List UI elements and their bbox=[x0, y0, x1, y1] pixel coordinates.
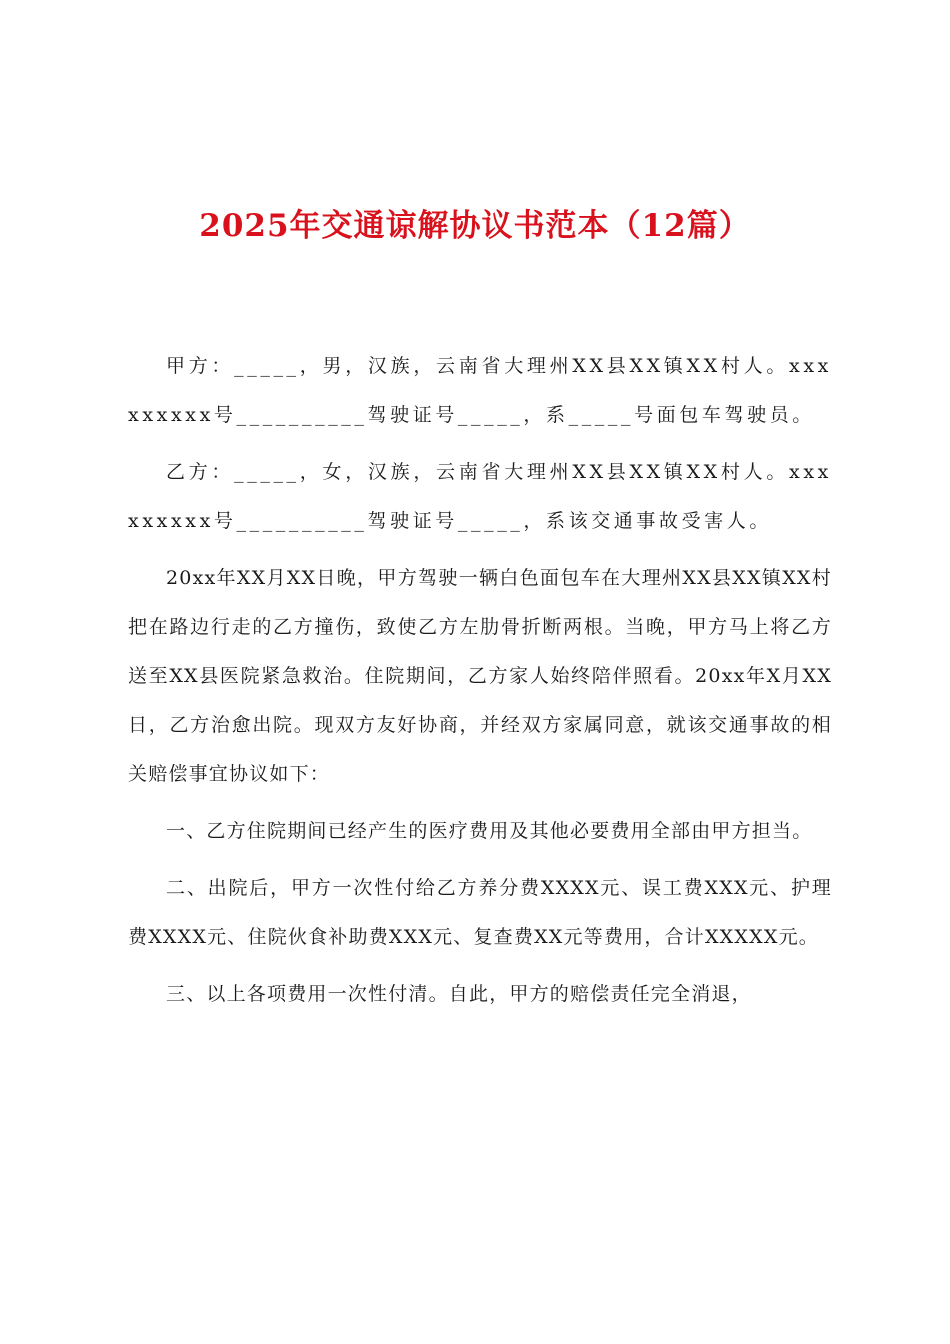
paragraph-clause-2: 二、出院后，甲方一次性付给乙方养分费XXXX元、误工费XXX元、护理费XXXX元、住院伙食补助费XXX元、复查费XX元等费用，合计XXXXX元。 bbox=[128, 877, 832, 948]
paragraph-incident: 20xx年XX月XX日晚，甲方驾驶一辆白色面包车在大理州XX县XX镇XX村把在路边行走的乙方撞伤，致使乙方左肋骨折断两根。当晚，甲方马上将乙方送至XX县医院紧急救治。住院期间，乙方家人始终陪伴照看。20xx年X月XX日，乙方治愈出院。现双方友好协商，并经双方家属同意，就该交通事故的相关赔偿事宜协议如下： bbox=[128, 567, 832, 785]
paragraph-party-a: 甲方：_____，男，汉族，云南省大理州XX县XX镇XX村人。xxxxxxxxx号__________驾驶证号_____，系_____号面包车驾驶员。 bbox=[128, 355, 832, 426]
document-body bbox=[128, 342, 832, 1027]
paragraph-clause-3: 三、以上各项费用一次性付清。自此，甲方的赔偿责任完全消退， bbox=[166, 983, 752, 1005]
paragraph-clause-1: 一、乙方住院期间已经产生的医疗费用及其他必要费用全部由甲方担当。 bbox=[166, 820, 813, 842]
paragraph-party-b: 乙方：_____，女，汉族，云南省大理州XX县XX镇XX村人。xxxxxxxxx号__________驾驶证号_____，系该交通事故受害人。 bbox=[128, 461, 832, 532]
document-title: 2025年交通谅解协议书范本（12篇） bbox=[199, 208, 751, 244]
